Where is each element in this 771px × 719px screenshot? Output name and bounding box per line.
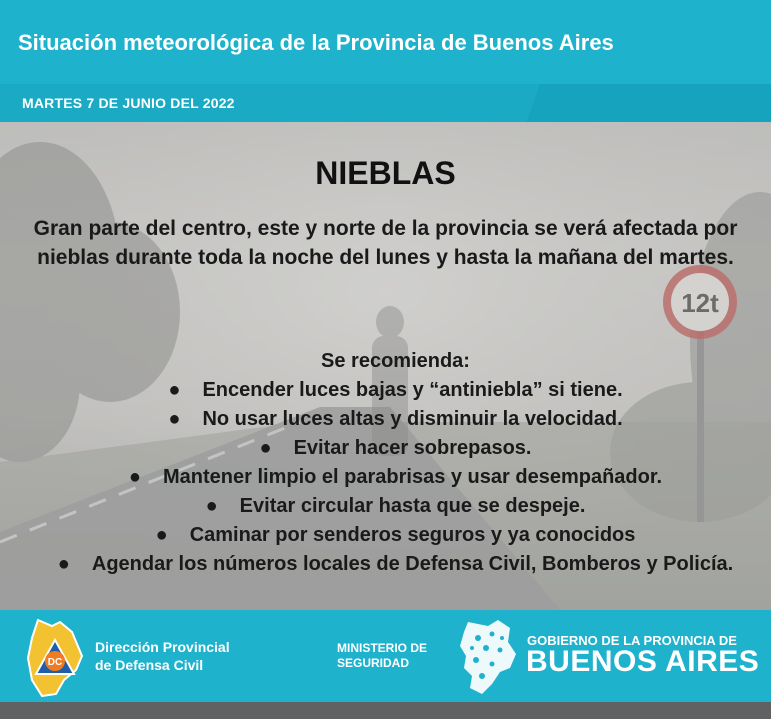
defensa-civil-name <box>95 638 230 674</box>
recommendation-item <box>20 434 771 463</box>
recommendations-heading: Se recomienda: <box>321 350 470 372</box>
page-title: Situación meteorológica de la Provincia de Buenos Aires <box>18 30 614 55</box>
bullet-icon: ● <box>259 437 272 459</box>
recommendation-text: Evitar hacer sobrepasos. <box>293 437 532 459</box>
recommendation-text: Caminar por senderos seguros y ya conocidos <box>189 524 636 546</box>
notice-lead: Gran parte del centro, este y norte de la provincia se verá afectada por nieblas durante toda la noche del lunes y hasta la mañana del martes. <box>33 217 738 269</box>
recommendation-item <box>20 376 771 405</box>
recommendation-text: Agendar los números locales de Defensa Civil, Bomberos y Policía. <box>91 553 734 575</box>
recommendation-item <box>20 521 771 550</box>
bullet-icon: ● <box>205 495 218 517</box>
recommendation-text: Mantener limpio el parabrisas y usar desempañador. <box>163 466 663 488</box>
road-sign-text: 12t <box>681 288 719 318</box>
gov-line-2: BUENOS AIRES <box>526 645 760 678</box>
ministry-line-2: SEGURIDAD <box>337 656 410 670</box>
recommendations <box>20 347 771 579</box>
notice-title: NIEBLAS <box>315 155 456 191</box>
gov-line-1: GOBIERNO DE LA PROVINCIA DE <box>527 633 737 648</box>
date-label: MARTES 7 DE JUNIO DEL 2022 <box>22 95 235 111</box>
recommendation-item <box>20 492 771 521</box>
province-map-icon <box>458 618 518 701</box>
recommendation-item <box>20 550 771 579</box>
defensa-civil-logo <box>24 618 86 703</box>
recommendation-text: Encender luces bajas y “antiniebla” si tiene. <box>202 379 623 401</box>
recommendation-text: No usar luces altas y disminuir la velocidad. <box>202 408 623 430</box>
dc-line-2: de Defensa Civil <box>95 657 204 673</box>
recommendation-item <box>20 405 771 434</box>
ministry-line-1: MINISTERIO DE <box>337 641 428 655</box>
bullet-icon: ● <box>57 553 70 575</box>
bottom-strip <box>0 702 771 719</box>
bullet-icon: ● <box>128 466 141 488</box>
ministry-name <box>337 641 427 671</box>
bullet-icon: ● <box>168 379 181 401</box>
recommendation-text: Evitar circular hasta que se despeje. <box>239 495 586 517</box>
dc-line-1: Dirección Provincial <box>95 639 230 655</box>
bullet-icon: ● <box>155 524 168 546</box>
bullet-icon: ● <box>168 408 181 430</box>
dc-badge-text: DC <box>47 657 63 668</box>
recommendation-item <box>20 463 771 492</box>
